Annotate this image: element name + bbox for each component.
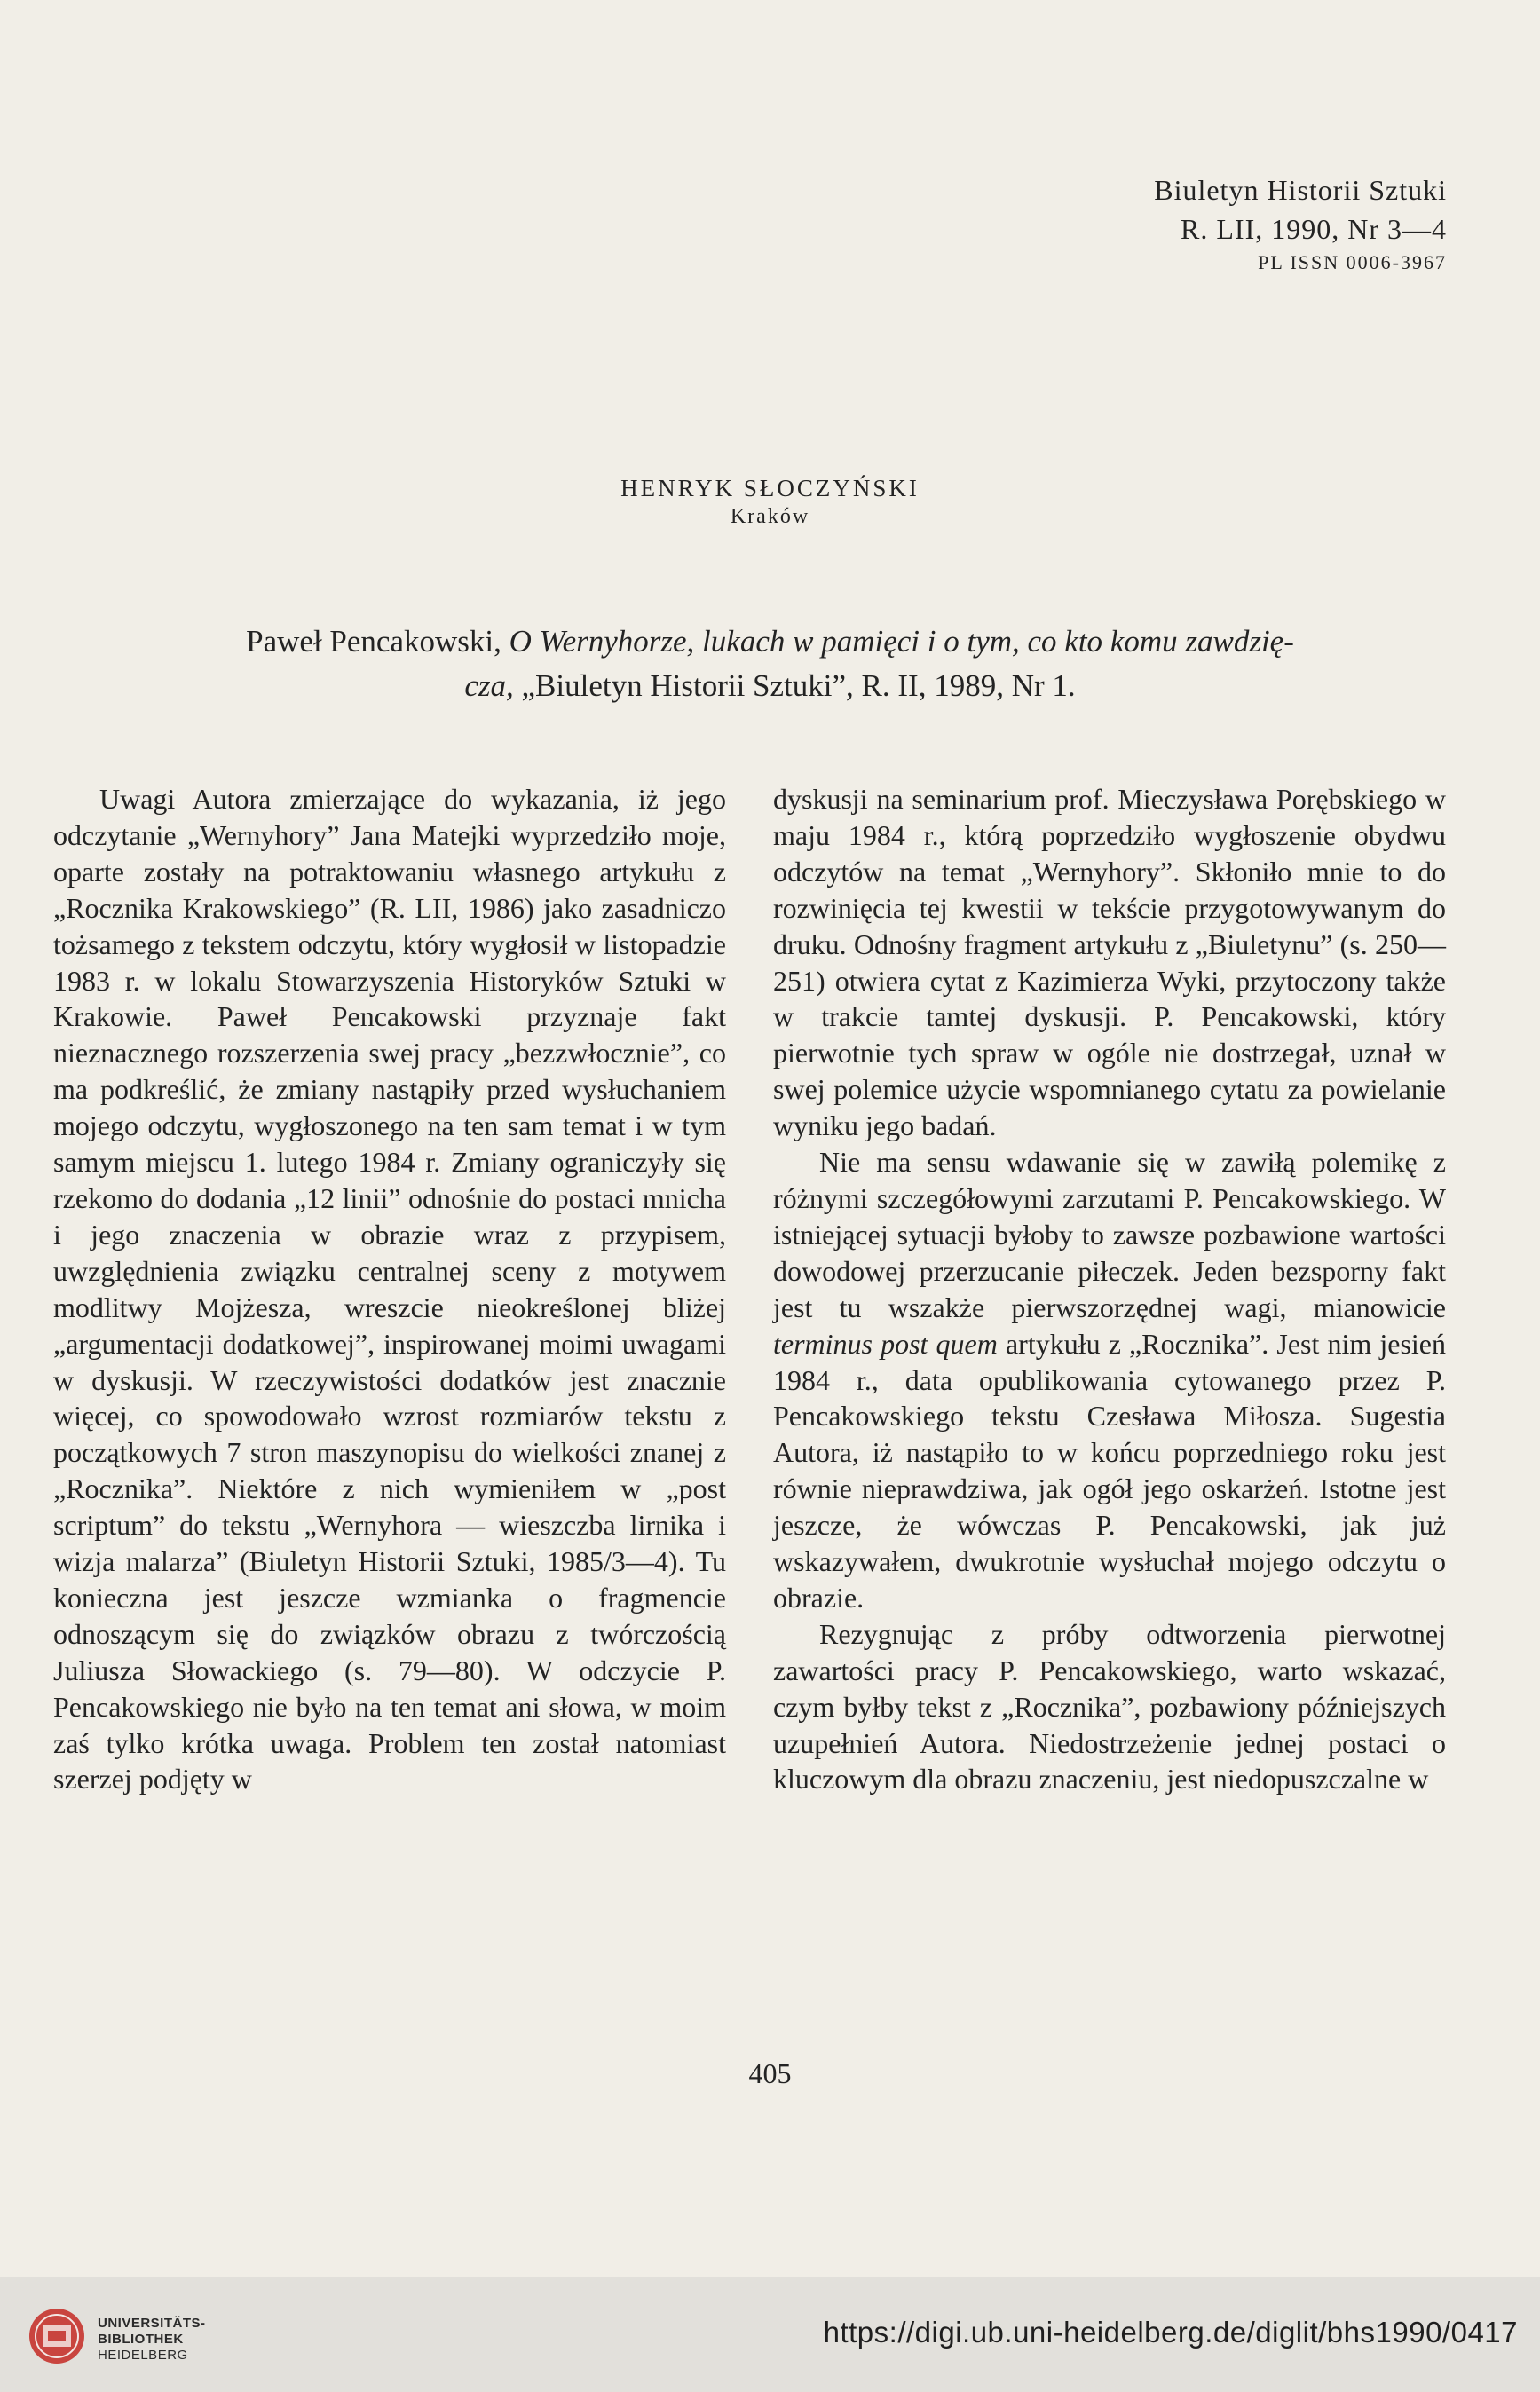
journal-header <box>1154 170 1447 277</box>
latin-term: terminus post quem <box>773 1327 998 1360</box>
source-url-link[interactable]: https://digi.ub.uni-heidelberg.de/diglit/bhs1990/0417 <box>823 2316 1518 2349</box>
paragraph: Rezygnując z próby odtworzenia pierwotnej zawartości pracy P. Pencakowskiego, warto wskazać, czym byłby tekst z „Rocznika”, pozbawiony późniejszych uzupełnień Autora. Niedostrzeżenie jednej postaci o kluczowym dla obrazu znaczeniu, jest niedopuszczalne w <box>773 1617 1446 1796</box>
author-city: Kraków <box>730 505 810 528</box>
reviewed-title-part1: O Wernyhorze, lukach w pamięci i o tym, co kto komu zawdzię- <box>509 624 1294 659</box>
journal-name: Biuletyn Historii Sztuki <box>1154 174 1447 206</box>
left-column <box>53 781 726 1797</box>
paragraph-text: artykułu z „Rocznika”. Jest nim jesień 1984 r., data opublikowania cytowanego przez P. Pencakowskiego tekstu Czesława Miłosza. Sugestia Autora, iż nastąpiło to w końcu poprzedniego roku jest równie nieprawdziwa, jak ogół jego oskarżeń. Istotne jest jeszcze, że wówczas P. Pencakowski, jak już wskazywałem, dwukrotnie wysłuchał mojego odczytu o obrazie. <box>773 1327 1447 1614</box>
paragraph <box>773 1144 1446 1616</box>
journal-issn: PL ISSN 0006-3967 <box>1258 251 1447 273</box>
page-number: 405 <box>748 2057 792 2089</box>
right-column <box>773 781 1446 1797</box>
paragraph: Uwagi Autora zmierzające do wykazania, iż jego odczytanie „Wernyhory” Jana Matejki wyprzedziło moje, oparte zostały na potraktowaniu własnego artykułu z „Rocznika Krakowskiego” (R. LII, 1986) jako zasadniczo tożsamego z tekstem odczytu, który wygłosił w listopadzie 1983 r. w lokalu Stowarzyszenia Historyków Sztuki w Krakowie. Paweł Pencakowski przyznaje fakt nieznacznego rozszerzenia swej pracy „bezzwłocznie”, co ma podkreślić, że zmiany nastąpiły przed wysłuchaniem mojego odczytu, wygłoszonego na ten sam temat i w tym samym miejscu 1. lutego 1984 r. Zmiany ograniczyły się rzekomo do dodania „12 linii” odnośnie do postaci mnicha i jego znaczenia w obrazie wraz z przypisem, uwzględnienia związku centralnej sceny z motywem modlitwy Mojżesza, wreszcie nieokreślonej bliżej „argumentacji dodatkowej”, inspirowanej moimi uwagami w dyskusji. W rzeczywistości dodatków jest znacznie więcej, co spowodowało wzrost rozmiarów tekstu z początkowych 7 stron maszynopisu do wielkości znanej z „Rocznika”. Niektóre z nich wymieniłem w „post scriptum” do tekstu „Wernyhora — wieszczba lirnika i wizja malarza” (Biuletyn Historii Sztuki, 1985/3—4). Tu konieczna jest jeszcze wzmianka o fragmencie odnoszącym się do związków obrazu z twórczością Juliusza Słowackiego (s. 79—80). W odczycie P. Pencakowskiego nie było na ten temat ani słowa, w moim zaś tylko krótka uwaga. Problem ten został natomiast szerzej podjęty w <box>53 783 726 1796</box>
reviewed-work-citation <box>93 620 1447 708</box>
journal-volume: R. LII, 1990, Nr 3—4 <box>1181 213 1447 245</box>
reviewed-author: Paweł Pencakowski, <box>246 624 509 659</box>
footer-bar <box>0 2277 1540 2392</box>
author-name: HENRYK SŁOCZYŃSKI <box>620 475 920 501</box>
paragraph: dyskusji na seminarium prof. Mieczysława Porębskiego w maju 1984 r., którą poprzedziło wygłoszenie obydwu odczytów na temat „Wernyhory”. Skłoniło mnie to do rozwinięcia tej kwestii w tekście przygotowywanym do druku. Odnośny fragment artykułu z „Biuletynu” (s. 250—251) otwiera cytat z Kazimierza Wyki, przytoczony także w trakcie tamtej dyskusji. P. Pencakowski, który pierwotnie tych spraw w ogóle nie dostrzegał, uznał w swej polemice użycie wspomnianego cytatu za powielanie wyniku jego badań. <box>773 783 1446 1142</box>
reviewed-title-part2: cza, <box>464 668 514 703</box>
institution-name: UNIVERSITÄTS- BIBLIOTHEK HEIDELBERG <box>98 2316 206 2363</box>
reviewed-source: „Biuletyn Historii Sztuki”, R. II, 1989, Nr 1. <box>513 668 1076 703</box>
university-seal-icon <box>25 2306 89 2366</box>
author-block <box>0 474 1540 531</box>
paragraph-text: Nie ma sensu wdawanie się w zawiłą polemikę z różnymi szczegółowymi zarzutami P. Pencakowskiego. W istniejącej sytuacji byłoby to zawsze pozbawione wartości dowodowej przerzucanie piłeczek. Jeden bezsporny fakt jest tu wszakże pierwszorzędnej wagi, mianowicie <box>773 1146 1446 1323</box>
